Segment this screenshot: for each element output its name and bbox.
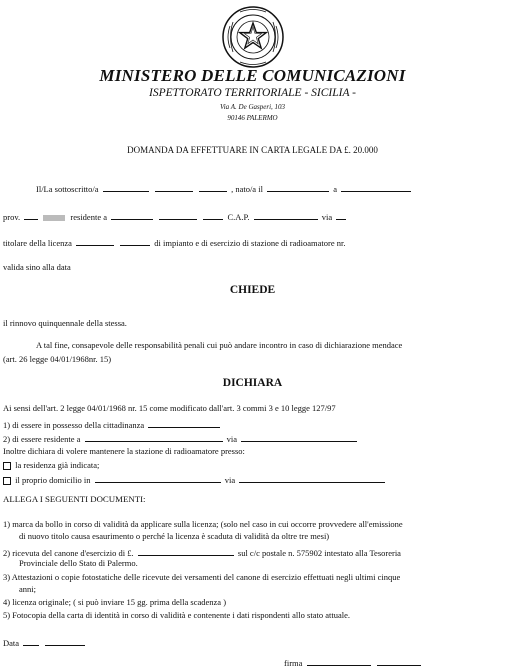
birth-place-field[interactable] xyxy=(341,182,411,192)
name-field-2[interactable] xyxy=(199,182,227,192)
label-resident-at: residente a xyxy=(70,212,107,222)
doc-2-line-2: Provinciale dello Stato di Palermo. xyxy=(19,558,138,568)
label-station-license: di impianto e di esercizio di stazione di radioamatore nr. xyxy=(154,238,346,248)
doc-3-line-1: 3) Attestazioni o copie fotostatiche delle ricevute dei versamenti del canone di esercizio effettuati negli ultimi cinque xyxy=(3,572,401,582)
doc-3-line-2: anni; xyxy=(19,584,36,594)
renewal-request-text: il rinnovo quinquennale della stessa. xyxy=(3,318,127,328)
province-field[interactable] xyxy=(24,210,38,220)
label-citizenship: 1) di essere in possesso della cittadinanza xyxy=(3,420,145,430)
label-signature: firma xyxy=(284,658,303,668)
signature-line xyxy=(284,656,423,668)
doc-4-line: 4) licenza originale; ( si può inviare 15 gg. prima della scadenza ) xyxy=(3,597,227,607)
residence-checkbox[interactable] xyxy=(3,462,11,470)
station-location-intro: Inoltre dichiara di volere mantenere la stazione di radioamatore presso: xyxy=(3,446,245,456)
applicant-line-1 xyxy=(36,182,413,194)
label-cap: C.A.P. xyxy=(227,212,250,222)
citizenship-field[interactable] xyxy=(148,418,220,428)
domicile-city-field[interactable] xyxy=(95,473,221,483)
inspectorate-subtitle: ISPETTORATO TERRITORIALE - SICILIA - xyxy=(148,87,356,99)
document-title: DOMANDA DA EFFETTUARE IN CARTA LEGALE DA £. 20.000 xyxy=(127,145,378,155)
domicile-street-field[interactable] xyxy=(239,473,385,483)
dichiara-heading: DICHIARA xyxy=(222,377,283,389)
signature-field[interactable] xyxy=(307,656,371,666)
label-fee-receipt: 2) ricevuta del canone d'esercizio di £. xyxy=(3,548,134,558)
label-undersigned: Il/La sottoscritto/a xyxy=(36,184,99,194)
chiede-heading: CHIEDE xyxy=(229,284,276,296)
date-field[interactable] xyxy=(23,636,39,646)
applicant-line-3 xyxy=(3,236,345,248)
ministry-title: MINISTERO DELLE COMUNICAZIONI xyxy=(99,66,406,85)
doc-5-line: 5) Fotocopia della carta di identità in corso di validità e contenente i dati rispondenti allo stato attuale. xyxy=(3,610,350,620)
fee-amount-field[interactable] xyxy=(138,546,234,556)
license-field-2[interactable] xyxy=(120,236,150,246)
domicile-checkbox[interactable] xyxy=(3,477,11,485)
address-city: 90146 PALERMO xyxy=(227,114,278,122)
residence-field[interactable] xyxy=(111,210,153,220)
doc-1-line-1: 1) marca da bollo in corso di validità da applicare sulla licenza; (solo nel caso in cui occorre provvedere all'emissione xyxy=(3,519,403,529)
allega-heading: ALLEGA I SEGUENTI DOCUMENTI: xyxy=(3,494,146,504)
name-field[interactable] xyxy=(103,182,149,192)
surname-field[interactable] xyxy=(155,182,193,192)
residence-street-field[interactable] xyxy=(241,432,357,442)
declaration-text-2: (art. 26 legge 04/01/1968nr. 15) xyxy=(3,354,112,364)
label-postal-account: sul c/c postale n. 575902 intestato alla Tesoreria xyxy=(237,548,401,558)
declaration-text-1: A tal fine, consapevole delle responsabilità penali cui può andare incontro in caso di dichiarazione mendace xyxy=(36,340,403,350)
label-province: prov. xyxy=(3,212,21,222)
option-domicile xyxy=(3,473,387,485)
signature-field-2[interactable] xyxy=(377,656,421,666)
label-domicile-street: via xyxy=(224,475,236,485)
cap-field[interactable] xyxy=(254,210,318,220)
label-residence-street: via xyxy=(226,434,238,444)
doc-1-line-2: di nuovo titolo causa esaurimento o perché la licenza è scaduta di validità da oltre tre mesi) xyxy=(19,531,330,541)
label-born-at: a xyxy=(333,184,337,194)
applicant-line-2 xyxy=(3,210,348,222)
residence-city-field[interactable] xyxy=(85,432,223,442)
redacted-mark xyxy=(43,215,65,221)
label-street: via xyxy=(321,212,333,222)
validity-date-line: valida sino alla data xyxy=(3,262,71,272)
license-field[interactable] xyxy=(76,236,114,246)
label-born-on: , nato/a il xyxy=(231,184,263,194)
residence-field-2[interactable] xyxy=(159,210,197,220)
citizenship-line xyxy=(3,418,222,430)
residence-line xyxy=(3,432,359,444)
label-license-holder: titolare della licenza xyxy=(3,238,72,248)
republic-emblem-icon xyxy=(220,4,286,70)
option-residence xyxy=(3,460,99,470)
address-street: Via A. De Gasperi, 103 xyxy=(219,103,286,111)
label-date: Data xyxy=(3,638,20,648)
date-line xyxy=(3,636,87,648)
label-residence: 2) di essere residente a xyxy=(3,434,81,444)
doc-2-line-1 xyxy=(3,546,401,558)
dichiara-intro: Ai sensi dell'art. 2 legge 04/01/1968 nr. 15 come modificato dall'art. 3 commi 3 e 10 legge 127/97 xyxy=(3,403,336,413)
street-field[interactable] xyxy=(336,210,346,220)
birth-date-field[interactable] xyxy=(267,182,329,192)
label-option-residence: la residenza già indicata; xyxy=(15,460,100,470)
date-field-2[interactable] xyxy=(45,636,85,646)
label-option-domicile: il proprio domicilio in xyxy=(15,475,91,485)
residence-field-3[interactable] xyxy=(203,210,223,220)
